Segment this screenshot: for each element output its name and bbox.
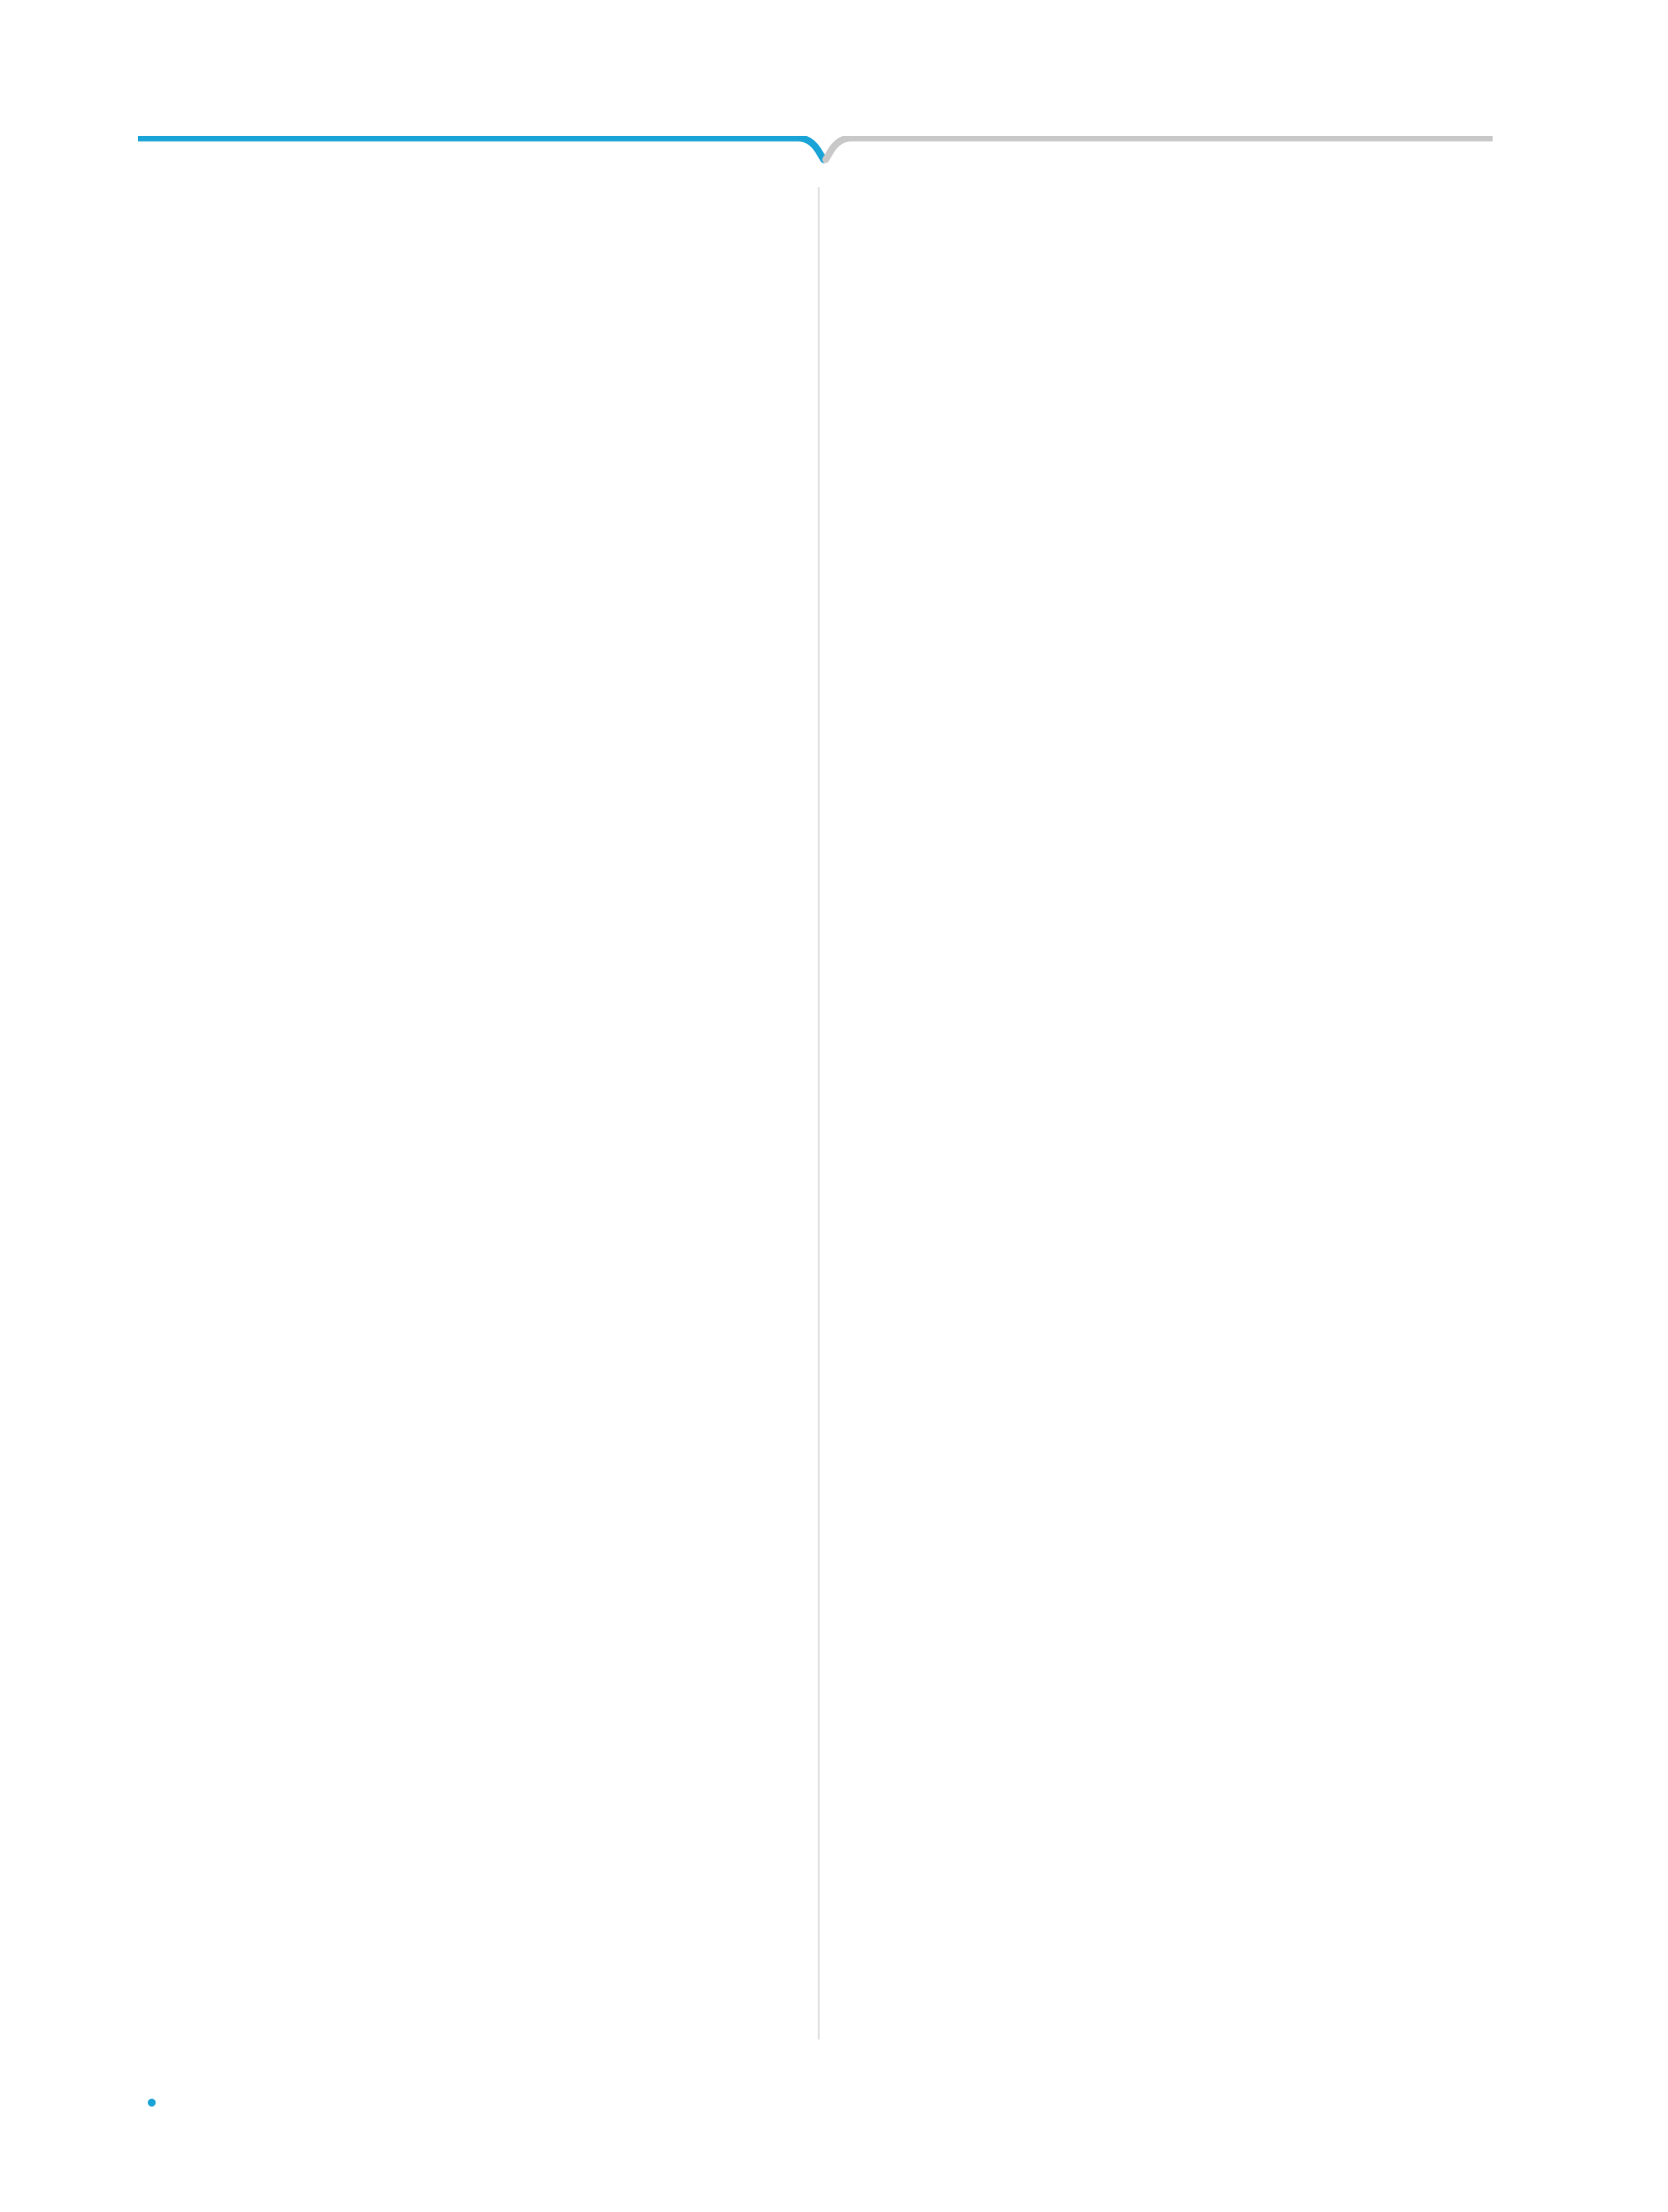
- page-footer: [138, 2091, 164, 2115]
- column-divider: [818, 187, 820, 2040]
- footer-dot-icon: [148, 2099, 156, 2107]
- header-bar: [138, 136, 1493, 166]
